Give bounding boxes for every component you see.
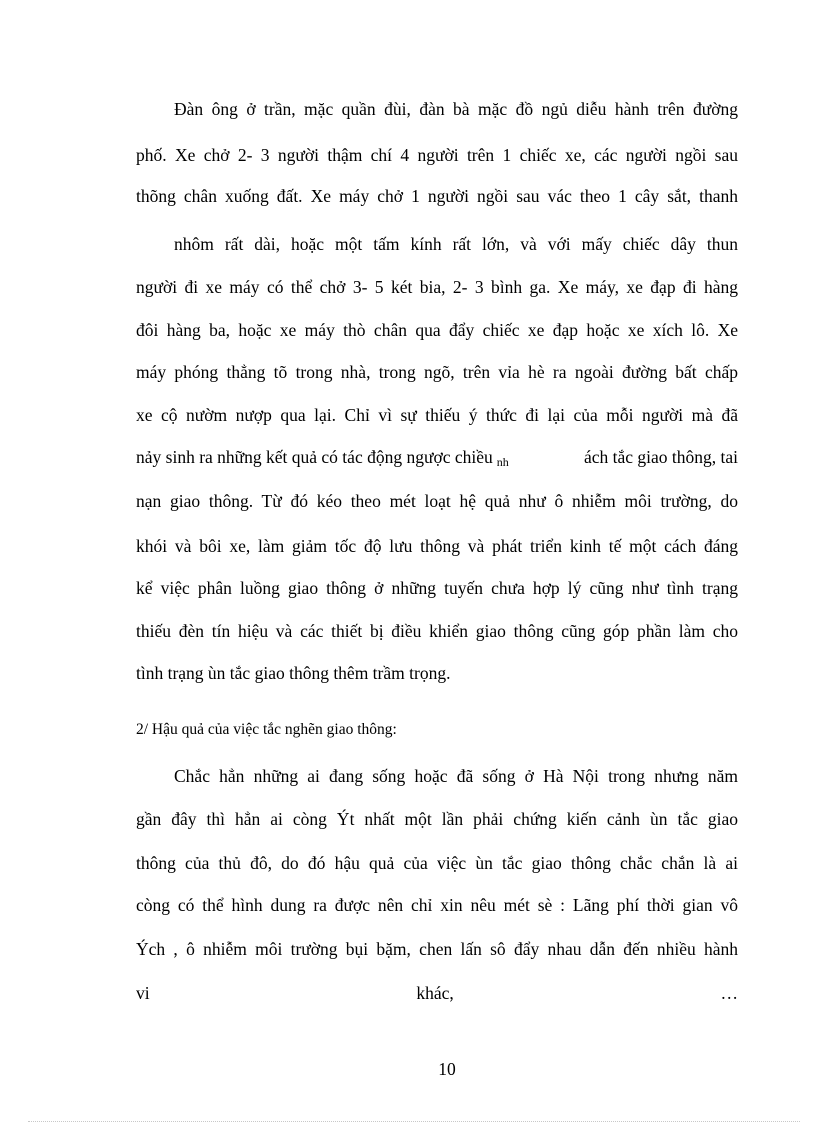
page-number: 10 — [438, 1059, 456, 1079]
paragraph-line: Ých , ô nhiễm môi trường bụi bặm, chen lấn sô đẩy nhau dẫn đến nhiều hành — [136, 939, 738, 959]
paragraph-line: Đàn ông ở trần, mặc quần đùi, đàn bà mặc đồ ngủ diễu hành trên đường — [174, 99, 738, 119]
paragraph-line: người đi xe máy có thể chở 3- 5 két bia, 2- 3 bình ga. Xe máy, xe đạp đi hàng — [136, 277, 738, 297]
line-fragment: ách tắc giao thông, tai — [583, 447, 738, 467]
paragraph-line: kể việc phân luồng giao thông ở những tuyến chưa hợp lý cũng như tình trạng — [136, 578, 738, 598]
paragraph-line: Chắc hẳn những ai đang sống hoặc đã sống ở Hà Nội trong nhưng năm — [174, 766, 738, 786]
line-fragment — [136, 446, 517, 468]
word: khác, — [416, 983, 454, 1003]
paragraph-line: máy phóng thẳng tõ trong nhà, trong ngõ, trên vỉa hè ra ngoài đường bất chấp — [136, 362, 738, 382]
word: vi — [136, 983, 150, 1003]
ellipsis: … — [720, 983, 738, 1003]
paragraph-line: gần đây thì hẳn ai còng Ýt nhất một lần phải chứng kiến cảnh ùn tắc giao — [136, 809, 738, 829]
stray-subscript: nh — [496, 455, 509, 469]
paragraph-line: thiếu đèn tín hiệu và các thiết bị điều khiển giao thông cũng góp phần làm cho — [136, 621, 738, 641]
paragraph-line: khói và bôi xe, làm giảm tốc độ lưu thông và phát triển kinh tế một cách đáng — [136, 536, 738, 556]
page-bottom-border — [28, 1121, 800, 1122]
paragraph-line: nạn giao thông. Từ đó kéo theo mét loạt hệ quả như ô nhiễm môi trường, do — [136, 491, 738, 511]
paragraph-last-line: tình trạng ùn tắc giao thông thêm trầm trọng. — [136, 663, 451, 683]
paragraph-line: thông của thủ đô, do đó hậu quả của việc ùn tắc giao thông chắc chắn là ai — [136, 853, 738, 873]
paragraph-line: thõng chân xuống đất. Xe máy chở 1 người ngồi sau vác theo 1 cây sắt, thanh — [136, 186, 738, 206]
paragraph-last-line — [136, 982, 738, 1004]
paragraph-line: xe cộ nườm nượp qua lại. Chỉ vì sự thiếu ý thức đi lại của mỗi người mà đã — [136, 405, 738, 425]
paragraph-line-with-fragment — [136, 446, 738, 468]
line-text: nảy sinh ra những kết quả có tác động ngược chiều — [136, 447, 493, 467]
paragraph-line: đôi hàng ba, hoặc xe máy thò chân qua đẩy chiếc xe đạp hoặc xe xích lô. Xe — [136, 320, 738, 340]
section-heading: 2/ Hậu quả của việc tắc nghẽn giao thông: — [136, 721, 397, 738]
paragraph-line: phố. Xe chở 2- 3 người thậm chí 4 người trên 1 chiếc xe, các người ngồi sau — [136, 145, 738, 165]
paragraph-line: còng có thể hình dung ra được nên chỉ xin nêu mét sè : Lãng phí thời gian vô — [136, 895, 738, 915]
paragraph-line: nhôm rất dài, hoặc một tấm kính rất lớn, và với mấy chiếc dây thun — [174, 234, 738, 254]
